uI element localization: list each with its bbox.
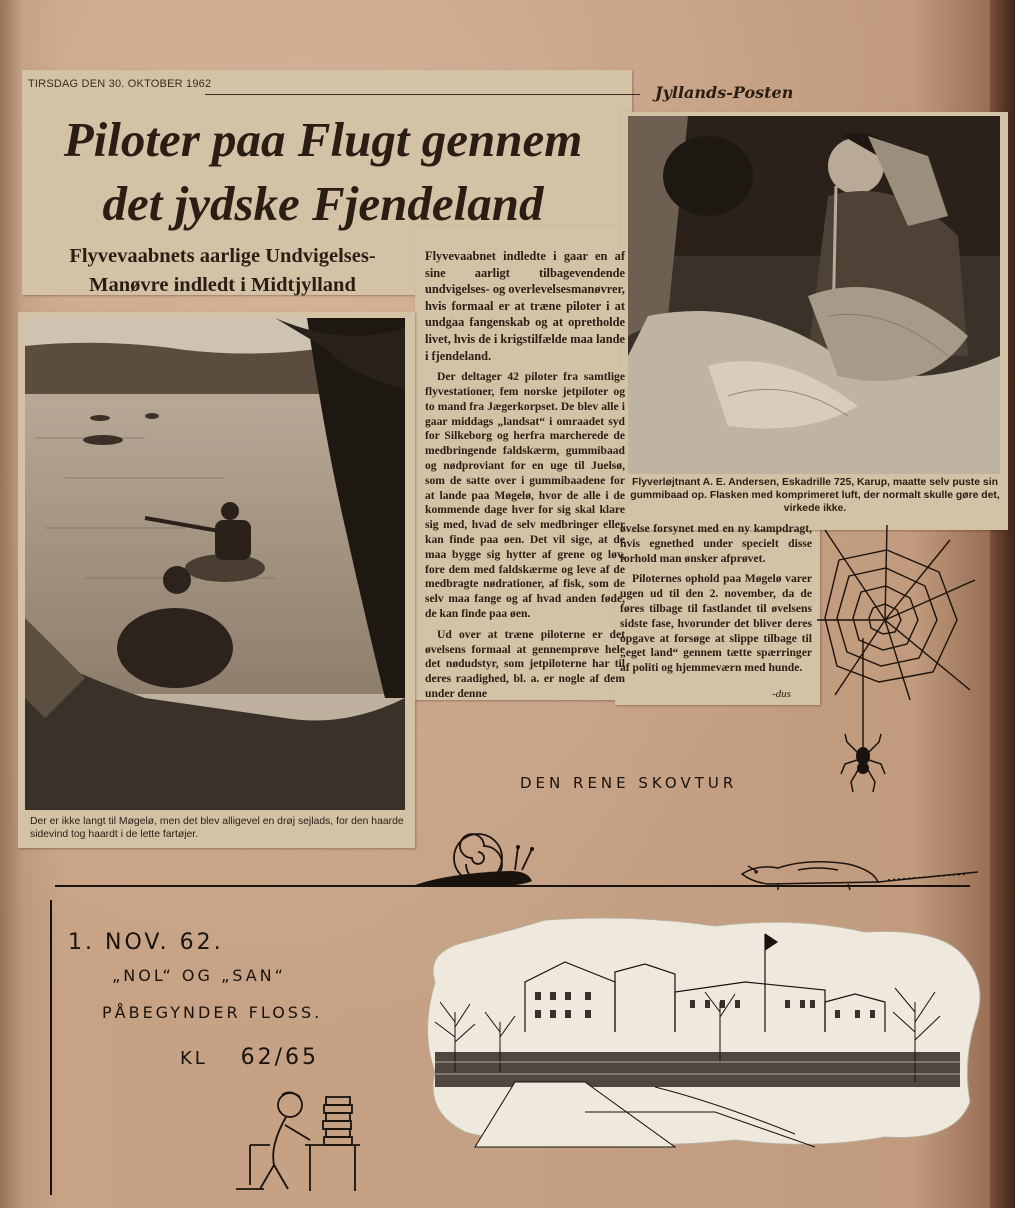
right-photo-caption — [625, 476, 1005, 515]
note-line-3-value: 62/65 — [240, 1045, 319, 1070]
article-paragraph-1: Der deltager 42 piloter fra samtlige flyvestationer, fem norske jetpiloter og to mand fra Jægerkorpset. De blev alle i gaar middags „landsat“ i omraadet syd for Silkeborg og herfra marcherede de medbringende faldskærm, gummibaad og nødproviant for en uge til Juelsø, som de satte over i gummibaadene for at lande paa Møgelø, hvor de alle i de kommende dage hver for sig skal klare sig med, hvad de selv medbringer eller kan finde paa øen. Det vil sige, at de maa bygge sig hytter af grene og løv, fore dem med faldskærme og leve af de medbragte nødrationer, af fisk, som de selv maa fange og af hvad anden føde, de kan finde paa øen. — [425, 370, 625, 620]
article-column-1 — [425, 248, 625, 708]
rat-drawing — [738, 852, 978, 894]
pilot-illustration — [628, 116, 1000, 474]
headline-line-1: Piloter paa Flugt gennem — [63, 112, 583, 167]
header-rule — [205, 94, 640, 95]
scrapbook-title: DEN RENE SKOVTUR — [520, 774, 738, 792]
caption-right-line-3: virkede ikke. — [783, 503, 847, 514]
article-paragraph-3: Piloternes ophold paa Møgelø varer ugen ud til den 2. november, da de føres tilbage til fastlandet til øvelsens sidste fase, hvorunder det bliver deres opgave at forsøge at slippe tilbage til „eget land“ gennem tætte spærringer af politi og hjemmeværn med hunde. — [620, 572, 812, 675]
note-date: 1. NOV. 62. — [68, 930, 224, 955]
ground-line — [55, 885, 970, 887]
spider-web-drawing — [815, 520, 985, 810]
note-line-3-prefix: KL — [180, 1048, 208, 1069]
subhead-line-2: Manøvre indledt i Midtjylland — [89, 274, 356, 296]
school-building-clipping — [415, 912, 990, 1152]
subheadline — [30, 242, 415, 300]
student-at-desk-drawing — [230, 1085, 370, 1195]
caption-right-line-2: gummibaad op. Flasken med komprimeret luft, der normalt skulle gøre det, — [630, 490, 1000, 501]
headline-line-2: det jydske Fjendeland — [102, 176, 544, 231]
headline — [28, 108, 618, 236]
note-line-3 — [180, 1045, 319, 1070]
dateline: TIRSDAG DEN 30. OKTOBER 1962 — [28, 78, 212, 90]
article-column-2 — [620, 522, 812, 682]
lake-boats-photo — [25, 318, 405, 810]
article-signature: -dus — [772, 688, 791, 700]
lake-boats-illustration — [25, 318, 405, 810]
spider-icon — [856, 747, 870, 774]
note-line-1: „NOL“ OG „SAN“ — [112, 966, 286, 985]
left-photo-caption: Der er ikke langt til Møgelø, men det blev alligevel en drøj sejlads, for den haarde sidevind tog haardt i de lette fartøjer. — [30, 816, 404, 840]
margin-line — [50, 900, 52, 1195]
note-line-2: PÅBEGYNDER FLOSS. — [102, 1003, 323, 1022]
pilot-inflating-photo — [628, 116, 1000, 474]
subhead-line-1: Flyvevaabnets aarlige Undvigelses- — [69, 245, 376, 267]
article-lead: Flyvevaabnet indledte i gaar en af sine aarligt tilbagevendende undvigelses- og overlevelsesmanøvrer, hvis formaal er at træne piloter i at undgaa fangenskab og at opretholde livet, hvis de i krigstilfælde maa lande i fjendeland. — [425, 249, 625, 363]
article-paragraph-2-continued: øvelse forsynet med en ny kampdragt, hvis egnethed under specielt disse forhold man ønsker afprøvet. — [620, 522, 812, 565]
article-paragraph-2: Ud over at træne piloterne er det øvelsens formaal at gennemprøve hele det nødudstyr, som jetpiloterne har til deres raadighed, bl. a. er nogle af dem under denne — [425, 627, 625, 700]
newspaper-masthead: Jyllands-Posten — [655, 83, 794, 102]
caption-right-line-1: Flyverløjtnant A. E. Andersen, Eskadrille 725, Karup, maatte selv puste sin — [632, 477, 998, 488]
